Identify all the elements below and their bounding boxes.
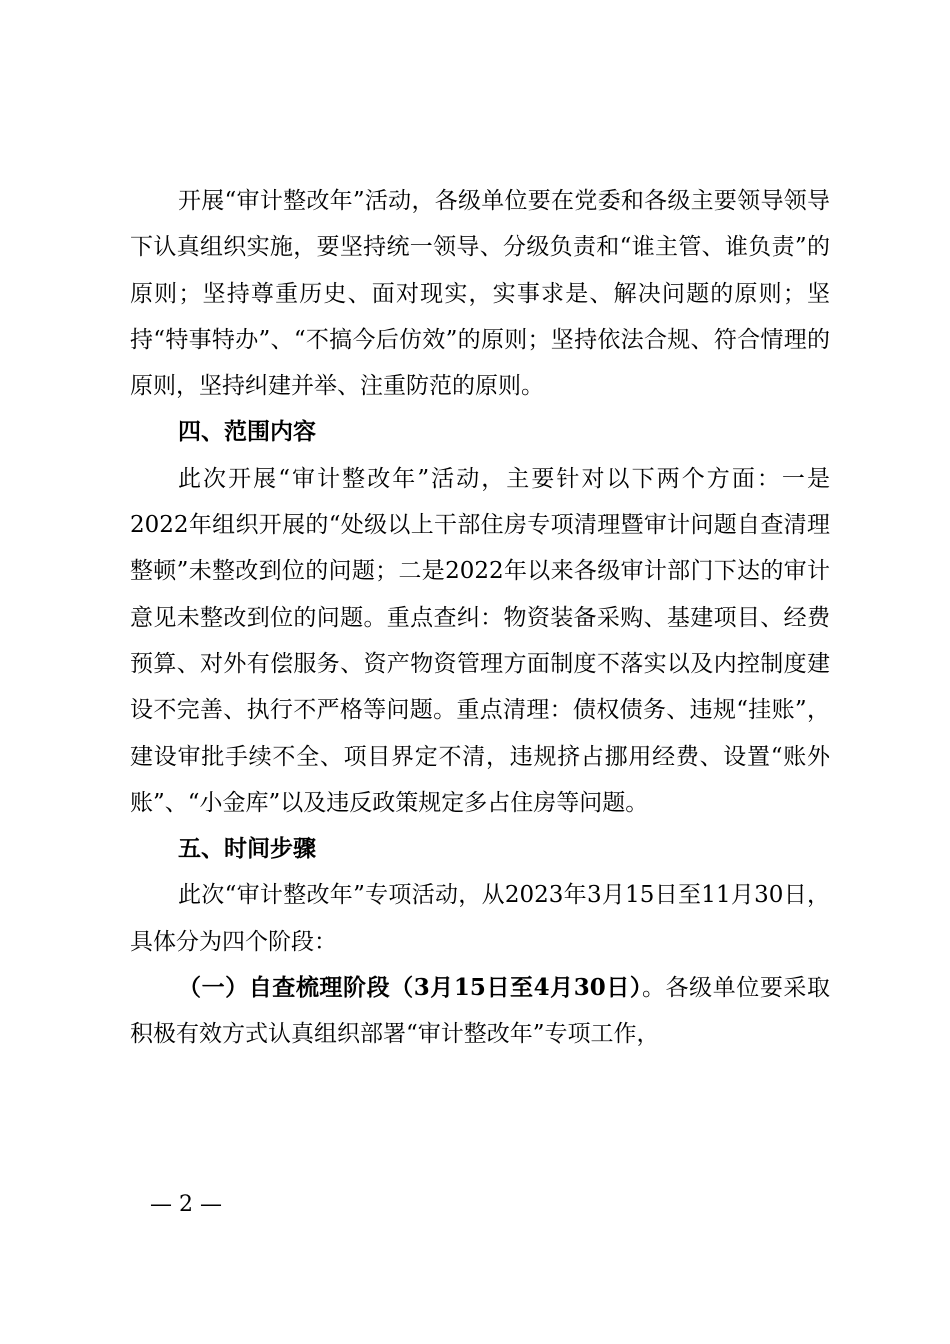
- section-heading-scope: 四、范围内容: [178, 419, 316, 446]
- paragraph-principles: 开展“审计整改年”活动，各级单位要在党委和各级主要领导领导下认真组织实施，要坚持统一领导、分级负责和“谁主管、谁负责”的原则；坚持尊重历史、面对现实，实事求是、解决问题的原则；坚持“特事特办”、“不搞今后仿效”的原则；坚持依法合规、符合情理的原则，坚持纠建并举、注重防范的原则。: [130, 188, 830, 400]
- section-heading-schedule: 五、时间步骤: [178, 836, 316, 863]
- stage-one-heading: （一）自查梳理阶段（3月15日至4月30日）: [178, 974, 642, 1002]
- document-body: [130, 178, 830, 1058]
- stage-one-text: 。各级单位要采取积极有效方式认真组织部署“审计整改年”专项工作，: [130, 975, 830, 1048]
- paragraph-stage-one: [130, 965, 830, 1058]
- paragraph-schedule-intro: 此次“审计整改年”专项活动，从2023年3月15日至11月30日，具体分为四个阶段：: [130, 882, 830, 955]
- paragraph-scope: 此次开展“审计整改年”活动，主要针对以下两个方面：一是2022年组织开展的“处级以上干部住房专项清理暨审计问题自查清理整顿”未整改到位的问题；二是2022年以来各级审计部门下达的审计意见未整改到位的问题。重点查纠：物资装备采购、基建项目、经费预算、对外有偿服务、资产物资管理方面制度不落实以及内控制度建设不完善、执行不严格等问题。重点清理：债权债务、违规“挂账”，建设审批手续不全、项目界定不清，违规挤占挪用经费、设置“账外账”、“小金库”以及违反政策规定多占住房等问题。: [130, 465, 830, 816]
- page-number: — 2 —: [150, 1192, 222, 1217]
